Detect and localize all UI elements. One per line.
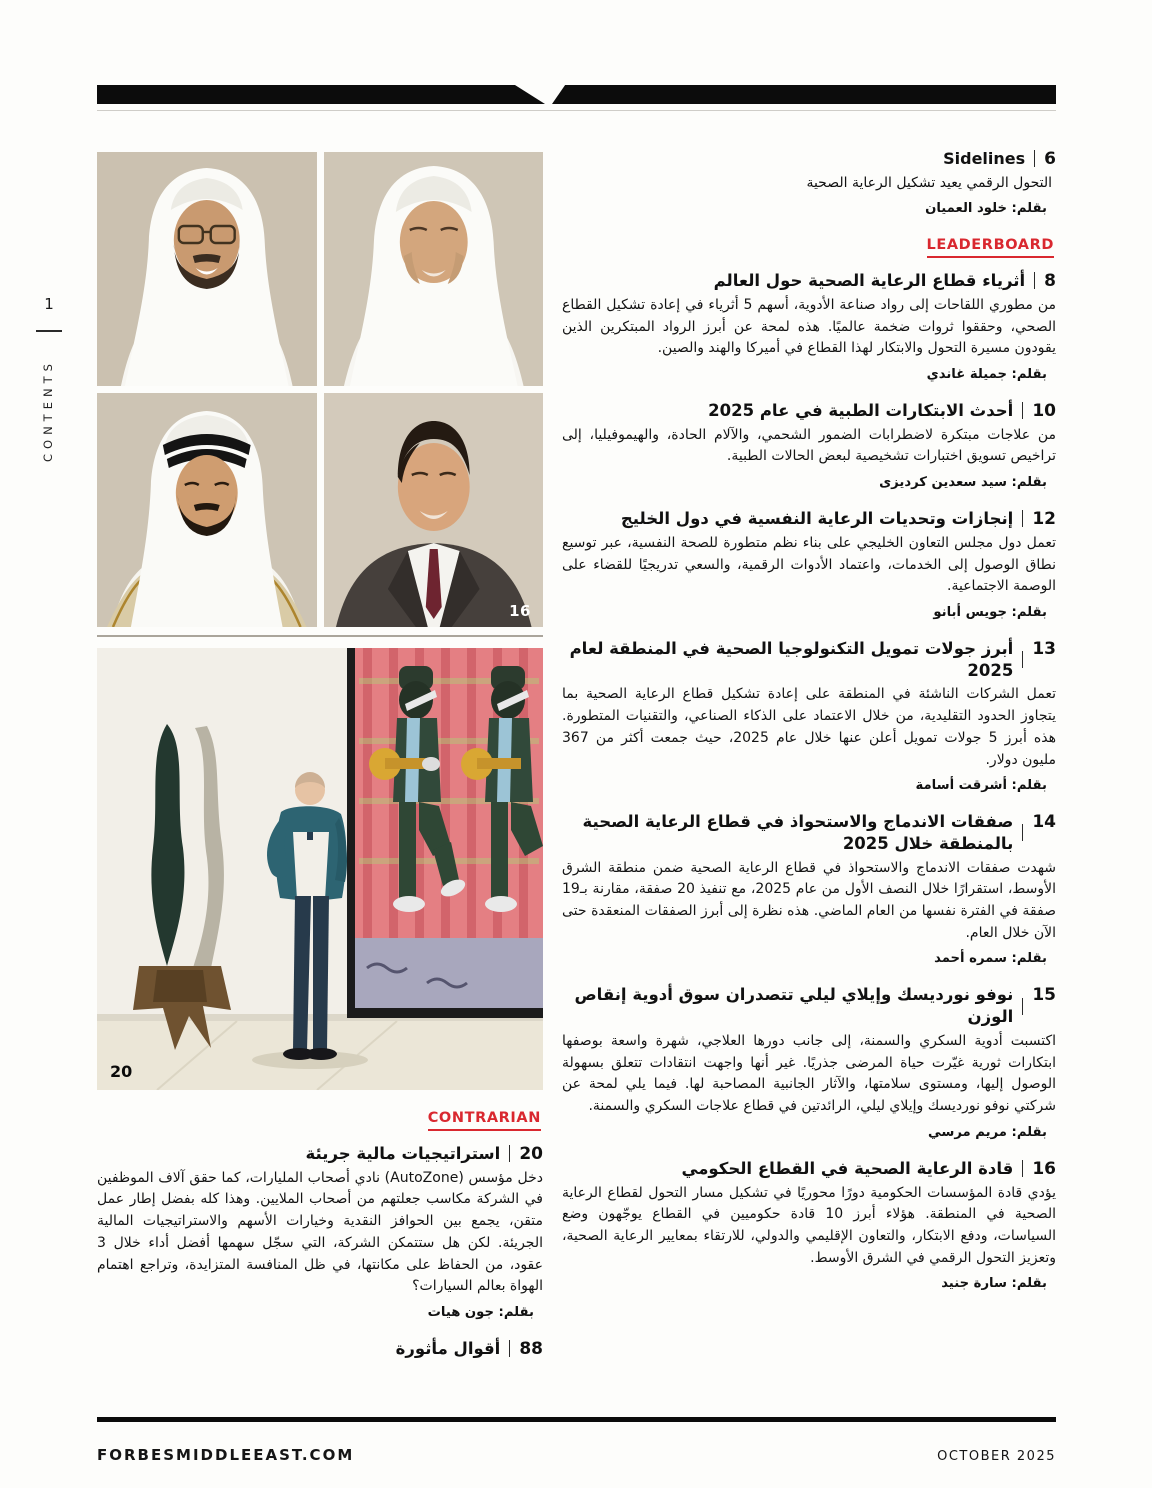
left-column	[97, 152, 543, 1378]
entry-page-number: 13	[1032, 638, 1056, 659]
entry-title: إنجازات وتحديات الرعاية النفسية في دول الخليج	[620, 509, 1014, 529]
entry-summary: تعمل دول مجلس التعاون الخليجي على بناء نظم متطورة للصحة النفسية، عبر توسيع نطاق الوصول إلى الخدمات، واعتماد الأدوات الرقمية، والسعي تدريجيًا للقضاء على الوصمة الاجتماعية.	[562, 534, 1056, 595]
entry-separator	[1022, 510, 1023, 527]
photo-divider-rule	[97, 635, 543, 637]
entry-page-number: 20	[519, 1144, 543, 1164]
entry-byline: بقلم: سارة جنيد	[941, 1276, 1047, 1292]
leaderboard-section	[562, 234, 1054, 258]
entry-subtitle: التحول الرقمي يعيد تشكيل الرعاية الصحية	[806, 175, 1052, 192]
leaderboard-label: LEADERBOARD	[927, 237, 1055, 258]
entry-head	[97, 1338, 543, 1360]
toc-entry-14	[562, 811, 1056, 966]
entry-title: صفقات الاندماج والاستحواذ في قطاع الرعاية الصحية بالمنطقة خلال 2025	[582, 812, 1014, 853]
entry-byline: بقلم: مريم مرسي	[928, 1124, 1047, 1140]
entry-head	[562, 148, 1056, 169]
entry-head	[562, 984, 1056, 1028]
banner-bar-right	[552, 85, 1056, 104]
entry-byline: بقلم: جون هيات	[427, 1304, 534, 1320]
entry-byline: بقلم: سمره أحمد	[934, 951, 1047, 967]
entry-separator	[1022, 651, 1023, 668]
entry-byline: بقلم: خلود العميان	[925, 201, 1047, 217]
entry-summary: من علاجات مبتكرة لاضطرابات الضمور الشحمي، والآلام الحادة، والهيموفيليا، إلى تراخيص تسويق اختبارات تشخيصية لبعض الحالات الطبية.	[562, 426, 1056, 465]
toc-entry-20	[97, 1143, 543, 1320]
entry-byline: بقلم: جويس أبانو	[933, 604, 1047, 620]
footer-rule	[97, 1417, 1056, 1422]
gallery-illustration	[97, 648, 543, 1090]
entry-head	[562, 638, 1056, 682]
page-number-rule	[36, 330, 62, 332]
entry-head	[562, 811, 1056, 855]
toc-entry-10	[562, 400, 1056, 490]
entry-byline: بقلم: جميلة غاندي	[926, 366, 1047, 382]
entry-title: Sidelines	[943, 149, 1026, 168]
footer-site-url: FORBESMIDDLEEAST.COM	[97, 1446, 355, 1464]
entry-separator	[1022, 998, 1023, 1015]
entry-separator	[1022, 824, 1023, 841]
toc-entry-15	[562, 984, 1056, 1139]
entry-title: قادة الرعاية الصحية في القطاع الحكومي	[681, 1158, 1014, 1178]
entry-title: نوفو نورديسك وإيلاي ليلي تتصدران سوق أدوية إنقاص الوزن	[574, 985, 1014, 1027]
entry-title: أبرز جولات تمويل التكنولوجيا الصحية في المنطقة لعام 2025	[569, 638, 1014, 680]
entry-head	[97, 1143, 543, 1165]
entry-byline: بقلم: سيد سعدين كرديزى	[879, 475, 1047, 491]
entry-separator	[1034, 272, 1035, 289]
entry-head	[562, 508, 1056, 530]
entry-page-number: 8	[1044, 271, 1056, 292]
entry-title: أقوال مأثورة	[395, 1338, 501, 1358]
entry-separator	[1022, 402, 1023, 419]
painting-of-trumpeters	[347, 648, 543, 1018]
photo-page-label-20: 20	[110, 1062, 133, 1081]
entry-page-number: 14	[1032, 812, 1056, 833]
entry-title: استراتيجيات مالية جريئة	[305, 1144, 501, 1163]
portrait-2-illustration	[324, 152, 544, 386]
entry-separator	[1034, 150, 1035, 167]
entry-summary: شهدت صفقات الاندماج والاستحواذ في قطاع الرعاية الصحية ضمن منطقة الشرق الأوسط، استقرارًا خلال النصف الأول من عام 2025، مع تنفيذ 20 صفقة، مقارنة بـ19 صفقة في الفترة نفسها من العام الماضي. هذه نظرة إلى أبرز الصفقات المنعقدة حتى الآن خلال العام.	[562, 859, 1056, 941]
entry-summary: يؤدي قادة المؤسسات الحكومية دورًا محوريًا في تشكيل مسار التحول لقطاع الرعاية الصحية في المنطقة. هؤلاء أبرز 10 قادة حكوميين في القطاع يوجّهون وضع السياسات، ودفع الابتكار، والتعاون الإقليمي والدولي، للارتقاء بمعايير الرعاية الصحية، وتعزيز التحول الرقمي في الشرق الأوسط.	[562, 1184, 1056, 1266]
entry-page-number: 12	[1032, 509, 1056, 530]
entry-summary: دخل مؤسس (AutoZone) نادي أصحاب المليارات، كما حقق آلاف الموظفين في الشركة مكاسب جعلتهم من أصحاب الملايين. وهذا كله بفضل إطار عمل متقن، يجمع بين الحوافز النقدية وخيارات الأسهم والاستراتيجيات المالية الجريئة. لكن هل ستتمكن الشركة، التي سجّل سهمها أفضل أداء خلال 3 عقود، من الحفاظ على مكانتها، في ظل المنافسة المتزايدة، وتراجع اهتمام الهواة بعالم السيارات؟	[97, 1169, 543, 1295]
portrait-1-illustration	[97, 152, 317, 386]
toc-entry-12	[562, 508, 1056, 620]
portrait-4-illustration	[324, 393, 544, 627]
left-toc-entries	[97, 1143, 543, 1360]
entry-separator	[509, 1145, 510, 1162]
entry-page-number: 6	[1044, 149, 1056, 169]
entry-summary: من مطوري اللقاحات إلى رواد صناعة الأدوية، أسهم 5 أثرياء في إعادة تشكيل القطاع الصحي، وحققوا ثروات ضخمة عالميًا. هذه لمحة عن أبرز الرواد المبتكرين الذين يقودون مسيرة التحول والابتكار لهذا القطاع في أميركا والهند والصين.	[562, 296, 1056, 357]
portrait-grid	[97, 152, 543, 627]
entry-page-number: 15	[1032, 985, 1056, 1006]
entry-byline: بقلم: أشرقت أسامة	[915, 778, 1047, 794]
right-column	[562, 148, 1056, 1309]
photo-page-label-16: 16	[509, 602, 531, 620]
entry-page-number: 10	[1032, 400, 1056, 421]
gallery-photo	[97, 648, 543, 1090]
contrarian-section	[97, 1107, 541, 1131]
entry-separator	[509, 1340, 510, 1357]
toc-entry-8	[562, 270, 1056, 382]
portrait-photo-3	[97, 393, 317, 627]
entry-head	[562, 270, 1056, 292]
entry-separator	[1022, 1160, 1023, 1177]
contrarian-label: CONTRARIAN	[428, 1110, 541, 1131]
contents-vertical-label: CONTENTS	[41, 359, 55, 462]
entry-page-number: 16	[1032, 1158, 1056, 1179]
portrait-photo-2	[324, 152, 544, 386]
entry-summary: اكتسبت أدوية السكري والسمنة، إلى جانب دورها العلاجي، شهرة واسعة بوصفها ابتكارات ثورية غيّرت حياة المرضى جذريًا. غير أنها واجهت انتقادات تتعلق بسهولة الوصول إليها، ومستوى سلامتها، والآثار الجانبية المصاحبة لها. فيما يلي لمحة عن شركتي نوفو نورديسك وإيلاي ليلي، الرائدتين في قطاع علاجات السكري والسمنة.	[562, 1033, 1056, 1115]
portrait-3-illustration	[97, 393, 317, 627]
entry-title: أثرياء قطاع الرعاية الصحية حول العالم	[713, 271, 1026, 291]
toc-entry-88	[97, 1338, 543, 1360]
toc-entry-6	[562, 148, 1056, 216]
toc-entry-16	[562, 1158, 1056, 1292]
toc-entry-13	[562, 638, 1056, 793]
page-number: 1	[44, 295, 54, 313]
entry-head	[562, 400, 1056, 422]
banner-underline	[97, 110, 1056, 111]
portrait-photo-4	[324, 393, 544, 627]
entry-page-number: 88	[519, 1338, 543, 1359]
entry-summary: تعمل الشركات الناشئة في المنطقة على إعادة تشكيل قطاع الرعاية الصحية بما يتجاوز الحدود التقليدية، من خلال الاعتماد على الذكاء الصناعي، والتقنيات المتطورة. هذه أبرز 5 جولات تمويل أعلن عنها خلال عام 2025، حيث جمعت أكثر من 367 مليون دولار.	[562, 686, 1056, 768]
entry-head	[562, 1158, 1056, 1180]
footer-issue-date: OCTOBER 2025	[937, 1449, 1056, 1464]
portrait-photo-1	[97, 152, 317, 386]
entry-title: أحدث الابتكارات الطبية في عام 2025	[708, 400, 1014, 420]
banner-bar-left	[97, 85, 545, 104]
